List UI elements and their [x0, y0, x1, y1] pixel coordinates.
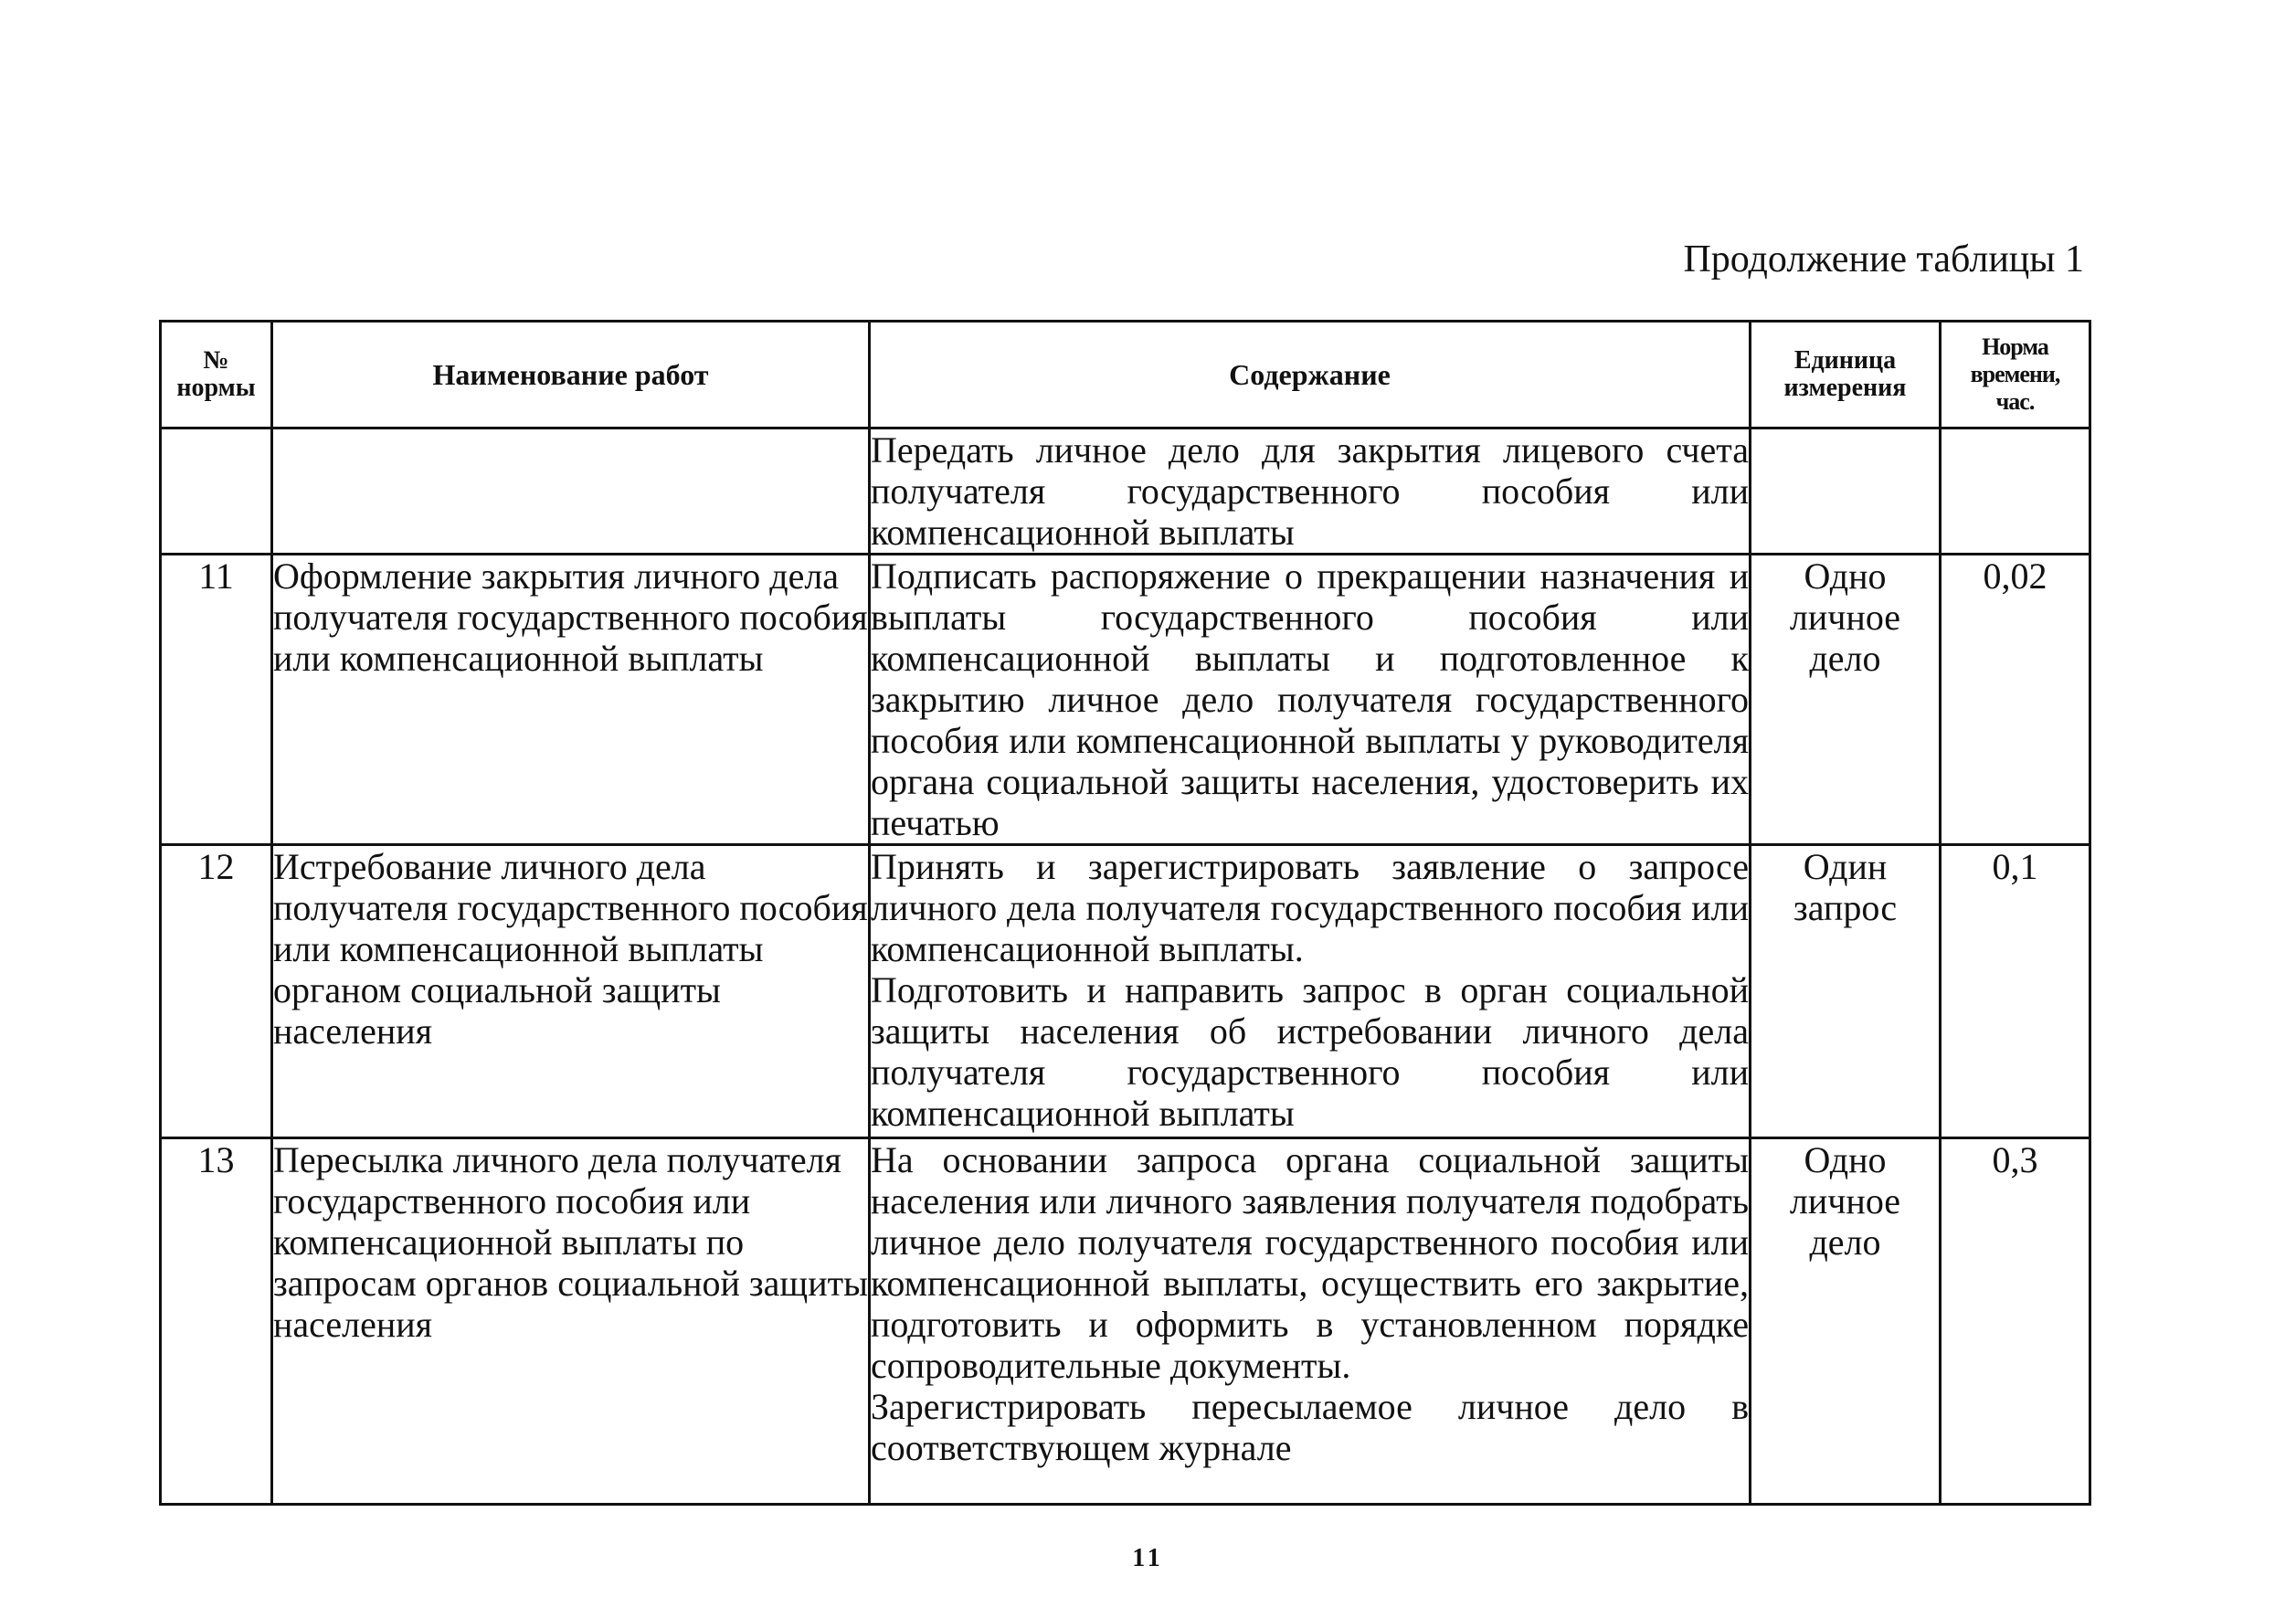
cell-content	[870, 845, 1751, 1138]
header-content-text: Содержание	[1229, 358, 1391, 391]
page-number: 11	[1132, 1544, 1164, 1572]
header-content	[870, 322, 1751, 428]
content-paragraph: Подписать распоряжение о прекращении назначения и выплаты государственного пособия или компенсационной выплаты и подготовленное к закрытию личное дело получателя государственного пособия или компенсационной выплаты у руководителя органа социальной защиты населения, удостоверить их печатью	[871, 555, 1749, 843]
cell-num: 12	[161, 845, 272, 1138]
header-norm-line3: час.	[1995, 388, 2035, 415]
header-unit	[1751, 322, 1941, 428]
table-row	[161, 845, 2090, 1138]
header-name-text: Наименование работ	[432, 358, 709, 391]
header-name	[272, 322, 870, 428]
table-header-row	[161, 322, 2090, 428]
header-num	[161, 322, 272, 428]
cell-num: 13	[161, 1138, 272, 1505]
header-unit-line1: Единица	[1793, 346, 1897, 375]
cell-num: 11	[161, 555, 272, 845]
table-row	[161, 428, 2090, 555]
content-paragraph: Передать личное дело для закрытия лицевого счета получателя государственного пособия или компенсационной выплаты	[871, 429, 1749, 553]
cell-unit: Одно личное дело	[1751, 555, 1941, 845]
header-unit-line2: измерения	[1783, 374, 1907, 402]
cell-norm: 0,02	[1941, 555, 2090, 845]
table-caption: Продолжение таблицы 1	[1683, 238, 2084, 280]
cell-content	[870, 1138, 1751, 1505]
cell-unit	[1751, 428, 1941, 555]
content-paragraph: На основании запроса органа социальной защиты населения или личного заявления получателя подобрать личное дело получателя государственного пособия или компенсационной выплаты, осуществить его закрытие, подготовить и оформить в установленном порядке сопроводительные документы.	[871, 1139, 1749, 1386]
cell-name	[272, 428, 870, 555]
cell-content	[870, 428, 1751, 555]
content-paragraph: Подготовить и направить запрос в орган социальной защиты населения об истребовании личного дела получателя государственного пособия или компенсационной выплаты	[871, 969, 1749, 1134]
cell-norm	[1941, 428, 2090, 555]
cell-norm: 0,3	[1941, 1138, 2090, 1505]
cell-num	[161, 428, 272, 555]
table-row	[161, 555, 2090, 845]
cell-norm: 0,1	[1941, 845, 2090, 1138]
header-num-line1: №	[203, 346, 229, 375]
header-norm-line2: времени,	[1970, 361, 2060, 387]
table-row	[161, 1138, 2090, 1505]
norms-table	[159, 320, 2091, 1506]
cell-unit: Один запрос	[1751, 845, 1941, 1138]
content-paragraph: Принять и зарегистрировать заявление о запросе личного дела получателя государственного пособия или компенсационной выплаты.	[871, 846, 1749, 969]
cell-name: Пересылка личного дела получателя государственного пособия или компенсационной выплаты по запросам органов социальной защиты населения	[272, 1138, 870, 1505]
header-num-line2: нормы	[176, 374, 256, 402]
cell-name: Истребование личного дела получателя государственного пособия или компенсационной выплаты органом социальной защиты населения	[272, 845, 870, 1138]
header-norm	[1941, 322, 2090, 428]
header-norm-line1: Норма	[1982, 333, 2048, 360]
cell-name: Оформление закрытия личного дела получателя государственного пособия или компенсационной выплаты	[272, 555, 870, 845]
content-paragraph: Зарегистрировать пересылаемое личное дело в соответствующем журнале	[871, 1386, 1749, 1468]
cell-content	[870, 555, 1751, 845]
cell-unit: Одно личное дело	[1751, 1138, 1941, 1505]
